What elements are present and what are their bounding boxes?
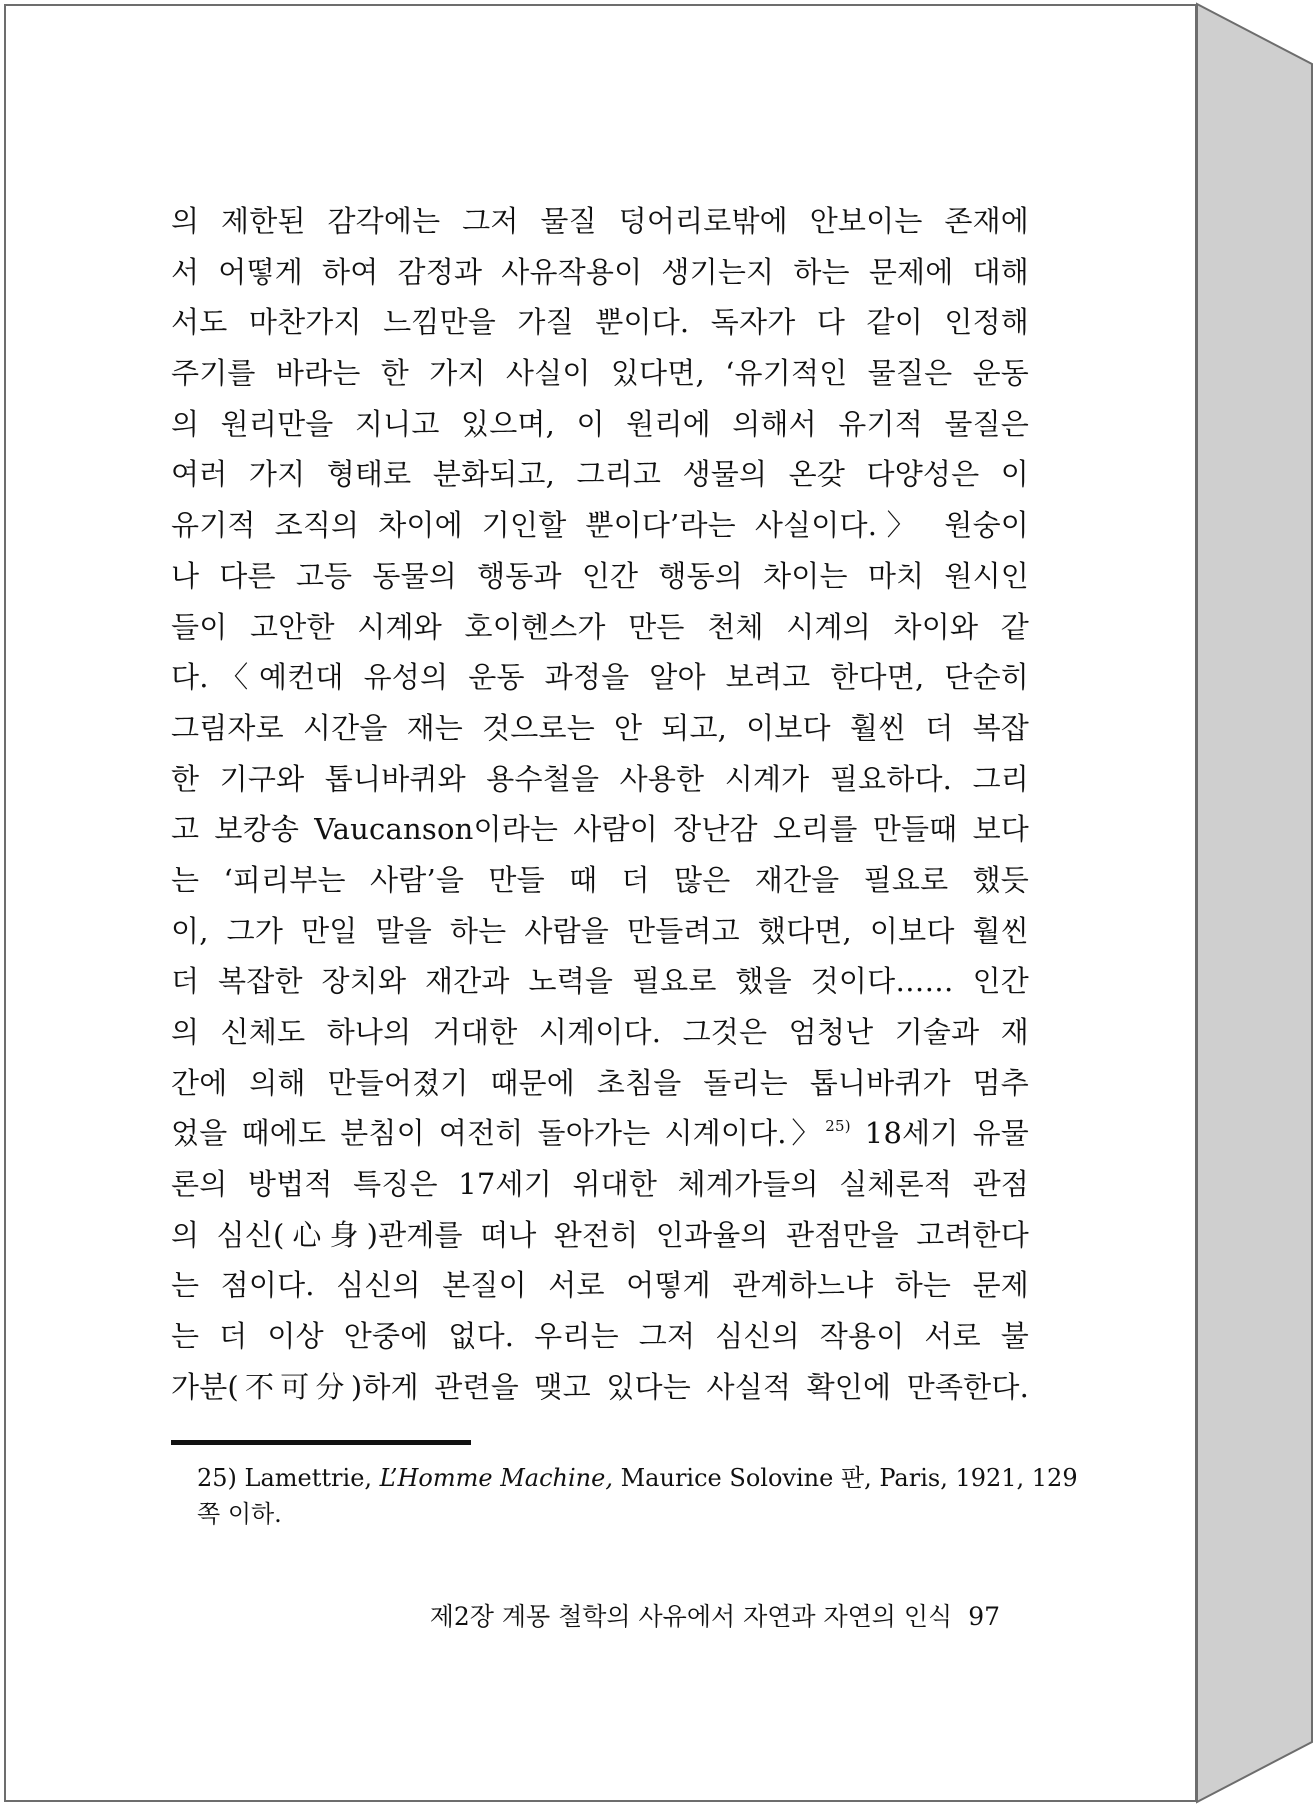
body-line: 가분(不可分)하게 관련을 맺고 있다는 사실적 확인에 만족한다. — [171, 1369, 1029, 1404]
footnote-author: Lamettrie, — [244, 1464, 373, 1492]
body-line: 서도 마찬가지 느낌만을 가질 뿐이다. 독자가 다 같이 인정해 — [171, 305, 1029, 340]
footnote — [197, 1460, 1078, 1532]
body-line: 유기적 조직의 차이에 기인할 뿐이다’라는 사실이다.〉 원숭이 — [171, 508, 1029, 543]
body-line: 그림자로 시간을 재는 것으로는 안 되고, 이보다 훨씬 더 복잡 — [171, 710, 1029, 745]
body-line: 서 어떻게 하여 감정과 사유작용이 생기는지 하는 문제에 대해 — [171, 254, 1029, 289]
body-line: 다.〈예컨대 유성의 운동 과정을 알아 보려고 한다면, 단순히 — [171, 660, 1029, 695]
footnote-line-2: 쪽 이하. — [197, 1500, 282, 1528]
footnote-ref: 25) — [825, 1117, 851, 1136]
body-line: 한 기구와 톱니바퀴와 용수철을 사용한 시계가 필요하다. 그리 — [171, 761, 1029, 796]
body-line-text: 었을 때에도 분침이 여전히 돌아가는 시계이다.〉 — [171, 1116, 826, 1151]
body-line: 더 복잡한 장치와 재간과 노력을 필요로 했을 것이다…… 인간 — [171, 964, 1029, 999]
footnote-line — [197, 1460, 1078, 1496]
body-line: 의 제한된 감각에는 그저 물질 덩어리로밖에 안보이는 존재에 — [171, 204, 1029, 238]
body-line: 는 점이다. 심신의 본질이 서로 어떻게 관계하느냐 하는 문제 — [171, 1268, 1029, 1303]
body-line: 간에 의해 만들어졌기 때문에 초침을 돌리는 톱니바퀴가 멈추 — [171, 1065, 1029, 1100]
running-footer — [380, 1597, 1000, 1633]
body-line-tail: 18세기 유물 — [850, 1116, 1030, 1151]
body-line: 주기를 바라는 한 가지 사실이 있다면, ‘유기적인 물질은 운동 — [171, 356, 1029, 391]
body-line-with-footnote-ref — [171, 1108, 1029, 1159]
body-line: 나 다른 고등 동물의 행동과 인간 행동의 차이는 마치 원시인 — [171, 558, 1029, 593]
body-line: 여러 가지 형태로 분화되고, 그리고 생물의 온갖 다양성은 이 — [171, 457, 1029, 492]
footnote-divider — [171, 1440, 471, 1445]
body-line: 고 보캉송 Vaucanson이라는 사람이 장난감 오리를 만들때 보다 — [171, 812, 1029, 847]
footnote-title: L’Homme Machine, — [379, 1464, 613, 1492]
body-line: 는 더 이상 안중에 없다. 우리는 그저 심신의 작용이 서로 불 — [171, 1319, 1029, 1354]
chapter-title: 제2장 계몽 철학의 사유에서 자연과 자연의 인식 — [429, 1602, 953, 1631]
body-line: 의 원리만을 지니고 있으며, 이 원리에 의해서 유기적 물질은 — [171, 406, 1029, 441]
body-line: 이, 그가 만일 말을 하는 사람을 만들려고 했다면, 이보다 훨씬 — [171, 913, 1029, 948]
body-line: 는 ‘피리부는 사람’을 만들 때 더 많은 재간을 필요로 했듯 — [171, 862, 1029, 897]
body-line: 들이 고안한 시계와 호이헨스가 만든 천체 시계의 차이와 같 — [171, 609, 1029, 644]
footnote-number: 25) — [197, 1464, 237, 1492]
page-number: 97 — [968, 1602, 1000, 1631]
footnote-publication: Maurice Solovine 판, Paris, 1921, 129 — [620, 1464, 1078, 1492]
body-line: 론의 방법적 특징은 17세기 위대한 체계가들의 실체론적 관점 — [171, 1167, 1029, 1202]
body-line: 의 신체도 하나의 거대한 시계이다. 그것은 엄청난 기술과 재 — [171, 1015, 1029, 1049]
body-line: 의 심신(心身)관계를 떠나 완전히 인과율의 관점만을 고려한다 — [171, 1217, 1029, 1252]
body-text — [171, 196, 1029, 1413]
